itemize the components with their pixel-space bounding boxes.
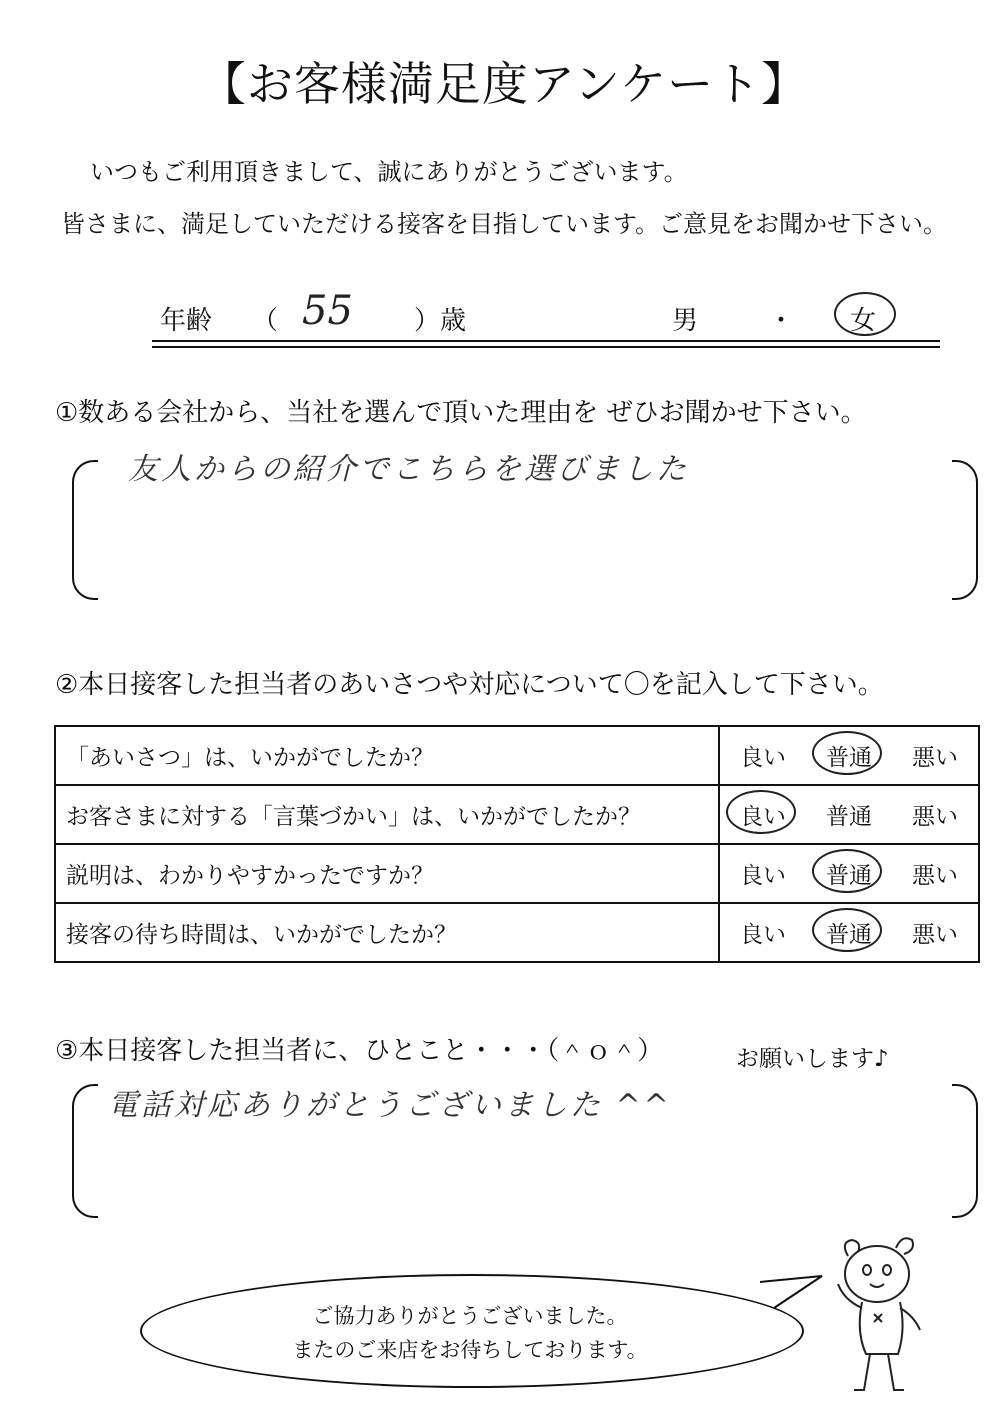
rating-option[interactable]: 良い (740, 863, 786, 889)
answer-bracket-left (72, 1084, 98, 1218)
closing-line-1: ご協力ありがとうございました。 (312, 1304, 628, 1328)
table-row (55, 844, 979, 903)
table-row (55, 903, 979, 962)
rating-item-label: 説明は、わかりやすかったですか？ (55, 844, 719, 903)
rating-option[interactable]: 普通 (806, 739, 892, 772)
rating-option[interactable]: 悪い (912, 863, 958, 889)
table-row (55, 785, 979, 844)
survey-title: 【お客様満足度アンケート】 (199, 57, 809, 111)
rating-option[interactable]: 普通 (826, 804, 872, 830)
rating-option[interactable]: 普通 (806, 916, 892, 949)
question-2: ②本日接客した担当者のあいさつや対応について〇を記入して下さい。 (55, 670, 884, 700)
rating-options (719, 726, 979, 785)
rating-option[interactable]: 良い (740, 922, 786, 948)
closing-line-2: またのご来店をお待ちしております。 (292, 1338, 648, 1362)
divider-line (152, 346, 940, 348)
answer-3-handwritten[interactable]: 電話対応ありがとうございました ^^ (108, 1088, 672, 1123)
rating-option[interactable]: 良い (720, 798, 806, 831)
rating-option[interactable]: 良い (740, 745, 786, 771)
rating-options (719, 785, 979, 844)
answer-bracket-left (72, 460, 98, 600)
answer-bracket-right (952, 1084, 978, 1218)
male-option[interactable]: 男 (672, 306, 699, 336)
rating-option[interactable]: 普通 (806, 857, 892, 890)
question-1: ①数ある会社から、当社を選んで頂いた理由を ぜひお聞かせ下さい。 (55, 398, 867, 428)
divider-line (152, 340, 940, 342)
age-unit: ）歳 (414, 306, 467, 336)
profile-row (160, 288, 920, 340)
mascot-character-icon (822, 1224, 932, 1399)
please-note: お願いします♪ (736, 1046, 889, 1072)
question-3: ③本日接客した担当者に、ひとこと・・・（＾ｏ＾） (55, 1036, 664, 1066)
rating-item-label: 接客の待ち時間は、いかがでしたか？ (55, 903, 719, 962)
rating-item-label: 「あいさつ」は、いかがでしたか？ (55, 726, 719, 785)
answer-bracket-right (952, 460, 978, 600)
rating-option[interactable]: 悪い (912, 804, 958, 830)
separator-dot: ・ (768, 306, 795, 336)
age-value[interactable]: 55 (302, 288, 353, 334)
rating-option[interactable]: 悪い (912, 745, 958, 771)
age-paren-open: （ (252, 306, 279, 336)
answer-1-handwritten[interactable]: 友人からの紹介でこちらを選びました (128, 452, 689, 487)
rating-option[interactable]: 悪い (912, 922, 958, 948)
rating-item-label: お客さまに対する「言葉づかい」は、いかがでしたか？ (55, 785, 719, 844)
rating-options (719, 903, 979, 962)
rating-table (54, 725, 980, 963)
intro-line-1: いつもご利用頂きまして、誠にありがとうございます。 (90, 158, 688, 186)
intro-line-2: 皆さまに、満足していただける接客を目指しています。ご意見をお聞かせ下さい。 (60, 210, 948, 238)
table-row (55, 726, 979, 785)
age-label: 年齢 (160, 306, 213, 336)
female-option[interactable]: 女 (850, 306, 877, 336)
speech-bubble (140, 1274, 804, 1388)
rating-options (719, 844, 979, 903)
